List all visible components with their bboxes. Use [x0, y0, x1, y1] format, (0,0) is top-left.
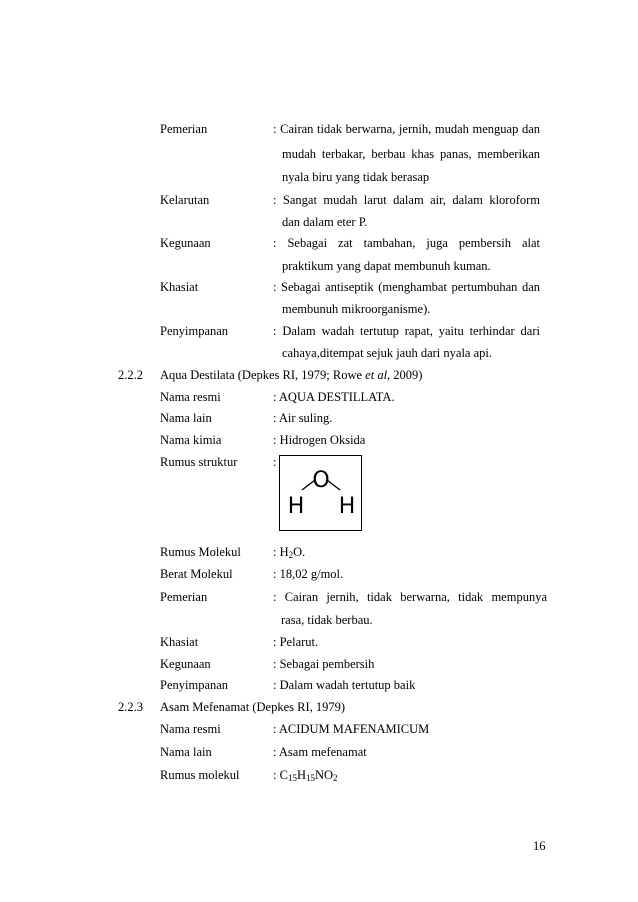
kelarutan-line-1: : Sangat mudah larut dalam air, dalam kloroform	[273, 193, 540, 207]
aqua-kegunaan-label: Kegunaan	[160, 657, 211, 671]
section-number-2-2-3: 2.2.3	[118, 700, 143, 714]
aqua-nama-kimia-value: : Hidrogen Oksida	[273, 433, 366, 447]
aqua-pemerian-label: Pemerian	[160, 590, 208, 604]
aqua-berat-molekul-value: : 18,02 g/mol.	[273, 567, 344, 581]
formula-part-end: O.	[293, 545, 306, 559]
penyimpanan-label: Penyimpanan	[160, 324, 229, 338]
aqua-penyimpanan-value: : Dalam wadah tertutup baik	[273, 678, 416, 692]
formula-c: : C	[273, 768, 288, 782]
section-title-mefenamat: Asam Mefenamat (Depkes RI, 1979)	[160, 700, 346, 714]
khasiat-line-2: membunuh mikroorganisme).	[282, 302, 431, 316]
pemerian-label: Pemerian	[160, 122, 208, 136]
section-title-aqua	[160, 368, 422, 383]
aqua-kegunaan-value: : Sebagai pembersih	[273, 657, 375, 671]
mef-rumus-molekul-value	[273, 768, 338, 783]
water-structure-diagram	[279, 455, 362, 531]
kegunaan-label: Kegunaan	[160, 236, 211, 250]
page-number: 16	[533, 839, 546, 853]
formula-part: : H	[273, 545, 289, 559]
khasiat-line-1: : Sebagai antiseptik (menghambat pertumbuhan dan	[273, 280, 540, 294]
aqua-khasiat-label: Khasiat	[160, 635, 199, 649]
formula-no: NO	[314, 768, 334, 782]
water-structure-svg	[280, 456, 361, 530]
kelarutan-label: Kelarutan	[160, 193, 210, 207]
penyimpanan-line-2: cahaya,ditempat sejuk jauh dari nyala api.	[282, 346, 492, 360]
aqua-pemerian-line-1: : Cairan jernih, tidak berwarna, tidak mempunya	[273, 590, 547, 604]
formula-sub-o: 2	[333, 773, 338, 783]
aqua-nama-resmi-value: : AQUA DESTILLATA.	[273, 390, 395, 404]
kelarutan-line-2: dan dalam eter P.	[282, 215, 368, 229]
aqua-pemerian-line-2: rasa, tidak berbau.	[281, 613, 373, 627]
aqua-rumus-struktur-label: Rumus struktur	[160, 455, 238, 469]
mef-nama-lain-value: : Asam mefenamat	[273, 745, 367, 759]
khasiat-label: Khasiat	[160, 280, 199, 294]
mef-rumus-molekul-label: Rumus molekul	[160, 768, 240, 782]
section-number-2-2-2: 2.2.2	[118, 368, 143, 382]
mef-nama-lain-label: Nama lain	[160, 745, 212, 759]
pemerian-line-1: : Cairan tidak berwarna, jernih, mudah menguap dan	[273, 122, 540, 136]
aqua-rumus-struktur-colon: :	[273, 455, 277, 469]
mef-nama-resmi-label: Nama resmi	[160, 722, 221, 736]
aqua-rumus-molekul-value	[273, 545, 305, 560]
title-text-end: , 2009)	[387, 368, 423, 382]
aqua-nama-lain-label: Nama lain	[160, 411, 212, 425]
kegunaan-line-2: praktikum yang dapat membunuh kuman.	[282, 259, 491, 273]
aqua-khasiat-value: : Pelarut.	[273, 635, 319, 649]
aqua-rumus-molekul-label: Rumus Molekul	[160, 545, 241, 559]
formula-sub-h: 15	[305, 773, 315, 783]
aqua-berat-molekul-label: Berat Molekul	[160, 567, 233, 581]
kegunaan-line-1: : Sebagai zat tambahan, juga pembersih alat	[273, 236, 540, 250]
formula-subscript: 2	[288, 550, 294, 560]
penyimpanan-line-1: : Dalam wadah tertutup rapat, yaitu terhindar dari	[273, 324, 540, 338]
mef-nama-resmi-value: : ACIDUM MAFENAMICUM	[273, 722, 430, 736]
aqua-nama-kimia-label: Nama kimia	[160, 433, 222, 447]
atom-hydrogen-right: H	[338, 494, 356, 519]
pemerian-line-3: nyala biru yang tidak berasap	[282, 170, 430, 184]
title-text: Aqua Destilata (Depkes RI, 1979; Rowe	[160, 368, 366, 382]
title-italic: et al	[365, 368, 388, 382]
aqua-penyimpanan-label: Penyimpanan	[160, 678, 229, 692]
atom-hydrogen-left: H	[287, 494, 305, 519]
aqua-nama-lain-value: : Air suling.	[273, 411, 333, 425]
aqua-nama-resmi-label: Nama resmi	[160, 390, 221, 404]
formula-h: H	[296, 768, 306, 782]
pemerian-line-2: mudah terbakar, berbau khas panas, memberikan	[282, 147, 540, 161]
formula-sub-c: 15	[287, 773, 297, 783]
atom-oxygen: O	[312, 468, 330, 493]
